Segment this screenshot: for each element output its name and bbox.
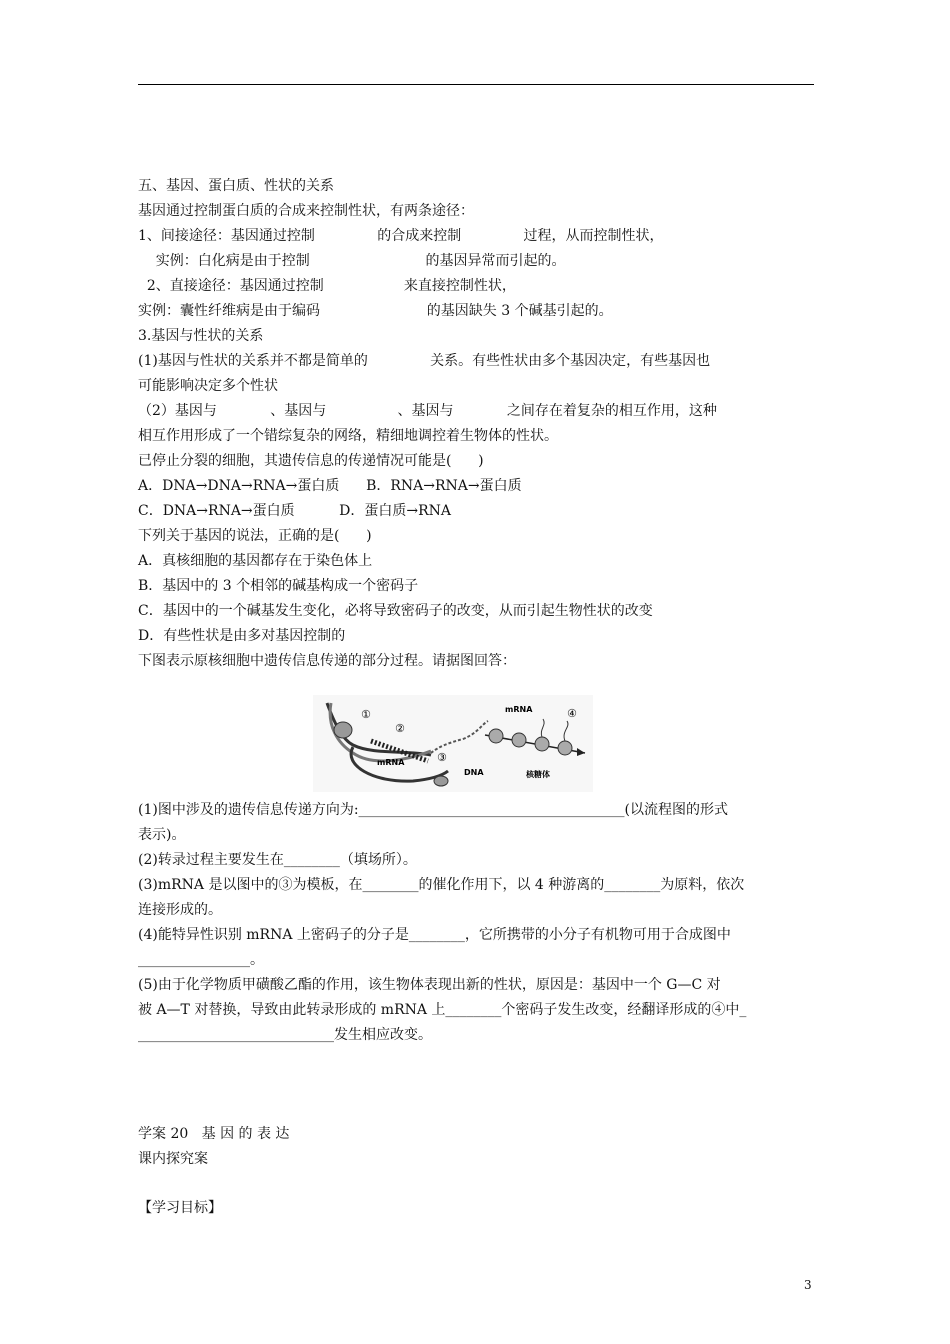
text-line: 基因通过控制蛋白质的合成来控制性状，有两条途径： [138,203,474,219]
text-line: 3.基因与性状的关系 [138,328,264,344]
question-option: D．有些性状是由多对基因控制的 [138,628,346,644]
question-option: C．DNA→RNA→蛋白质 D．蛋白质→RNA [138,503,452,519]
label-mrna-top: mRNA [505,705,533,714]
text-line: (3)mRNA 是以图中的③为模板，在________的催化作用下，以 4 种游离的________为原料，依次 [138,877,745,893]
text-line: 2、直接途径：基因通过控制 来直接控制性状， [138,278,516,294]
question-stem: 下列关于基因的说法，正确的是( ) [138,528,372,544]
lesson-title: 学案 20 基 因 的 表 达 [138,1126,290,1142]
question-option: A．DNA→DNA→RNA→蛋白质 B．RNA→RNA→蛋白质 [138,478,522,494]
page-number: 3 [804,1278,812,1292]
text-line: ____________________________发生相应改变。 [138,1027,432,1043]
text-line: (4)能特异性识别 mRNA 上密码子的分子是________，它所携带的小分子有机物可用于合成图中 [138,927,731,943]
lesson-subtitle: 课内探究案 [138,1151,208,1167]
label-dna: DNA [464,768,484,777]
transcription-translation-figure [313,695,593,792]
text-line: 1、间接途径：基因通过控制 的合成来控制 过程，从而控制性状， [138,228,664,244]
label-ribosome: 核糖体 [526,770,550,779]
header-rule [138,84,814,85]
text-line: 实例：白化病是由于控制 的基因异常而引起的。 [138,253,566,269]
text-line: ________________。 [138,952,264,968]
text-line: 被 A—T 对替换，导致由此转录形成的 mRNA 上________个密码子发生改变，经翻译形成的④中_ [138,1002,747,1018]
text-line: (2)转录过程主要发生在________（填场所）。 [138,852,417,868]
label-4: ④ [567,707,577,720]
label-2: ② [395,722,405,735]
text-line: (5)由于化学物质甲磺酸乙酯的作用，该生物体表现出新的性状，原因是：基因中一个 G—C 对 [138,977,721,993]
text-line: 连接形成的。 [138,902,222,918]
question-option: C．基因中的一个碱基发生变化，必将导致密码子的改变，从而引起生物性状的改变 [138,603,653,619]
text-line: (1)图中涉及的遗传信息传递方向为:______________________________________(以流程图的形式 [138,802,729,818]
text-line: （2）基因与 、基因与 、基因与 之间存在着复杂的相互作用，这种 [138,403,717,419]
text-line: 相互作用形成了一个错综复杂的网络，精细地调控着生物体的性状。 [138,428,558,444]
question-stem: 下图表示原核细胞中遗传信息传递的部分过程。请据图回答： [138,653,516,669]
text-line: 实例：囊性纤维病是由于编码 的基因缺失 3 个碱基引起的。 [138,303,613,319]
learning-objectives-heading: 【学习目标】 [138,1200,222,1216]
question-option: A．真核细胞的基因都存在于染色体上 [138,553,373,569]
text-line: 表示)。 [138,827,186,843]
text-line: (1)基因与性状的关系并不都是简单的 关系。有些性状由多个基因决定，有些基因也 [138,353,711,369]
question-option: B．基因中的 3 个相邻的碱基构成一个密码子 [138,578,419,594]
label-1: ① [361,708,371,721]
label-mrna-left: mRNA [377,758,405,767]
question-stem: 已停止分裂的细胞，其遗传信息的传递情况可能是( ) [138,453,484,469]
text-line: 可能影响决定多个性状 [138,378,278,394]
label-3: ③ [437,751,447,764]
section-heading: 五、基因、蛋白质、性状的关系 [138,178,334,194]
